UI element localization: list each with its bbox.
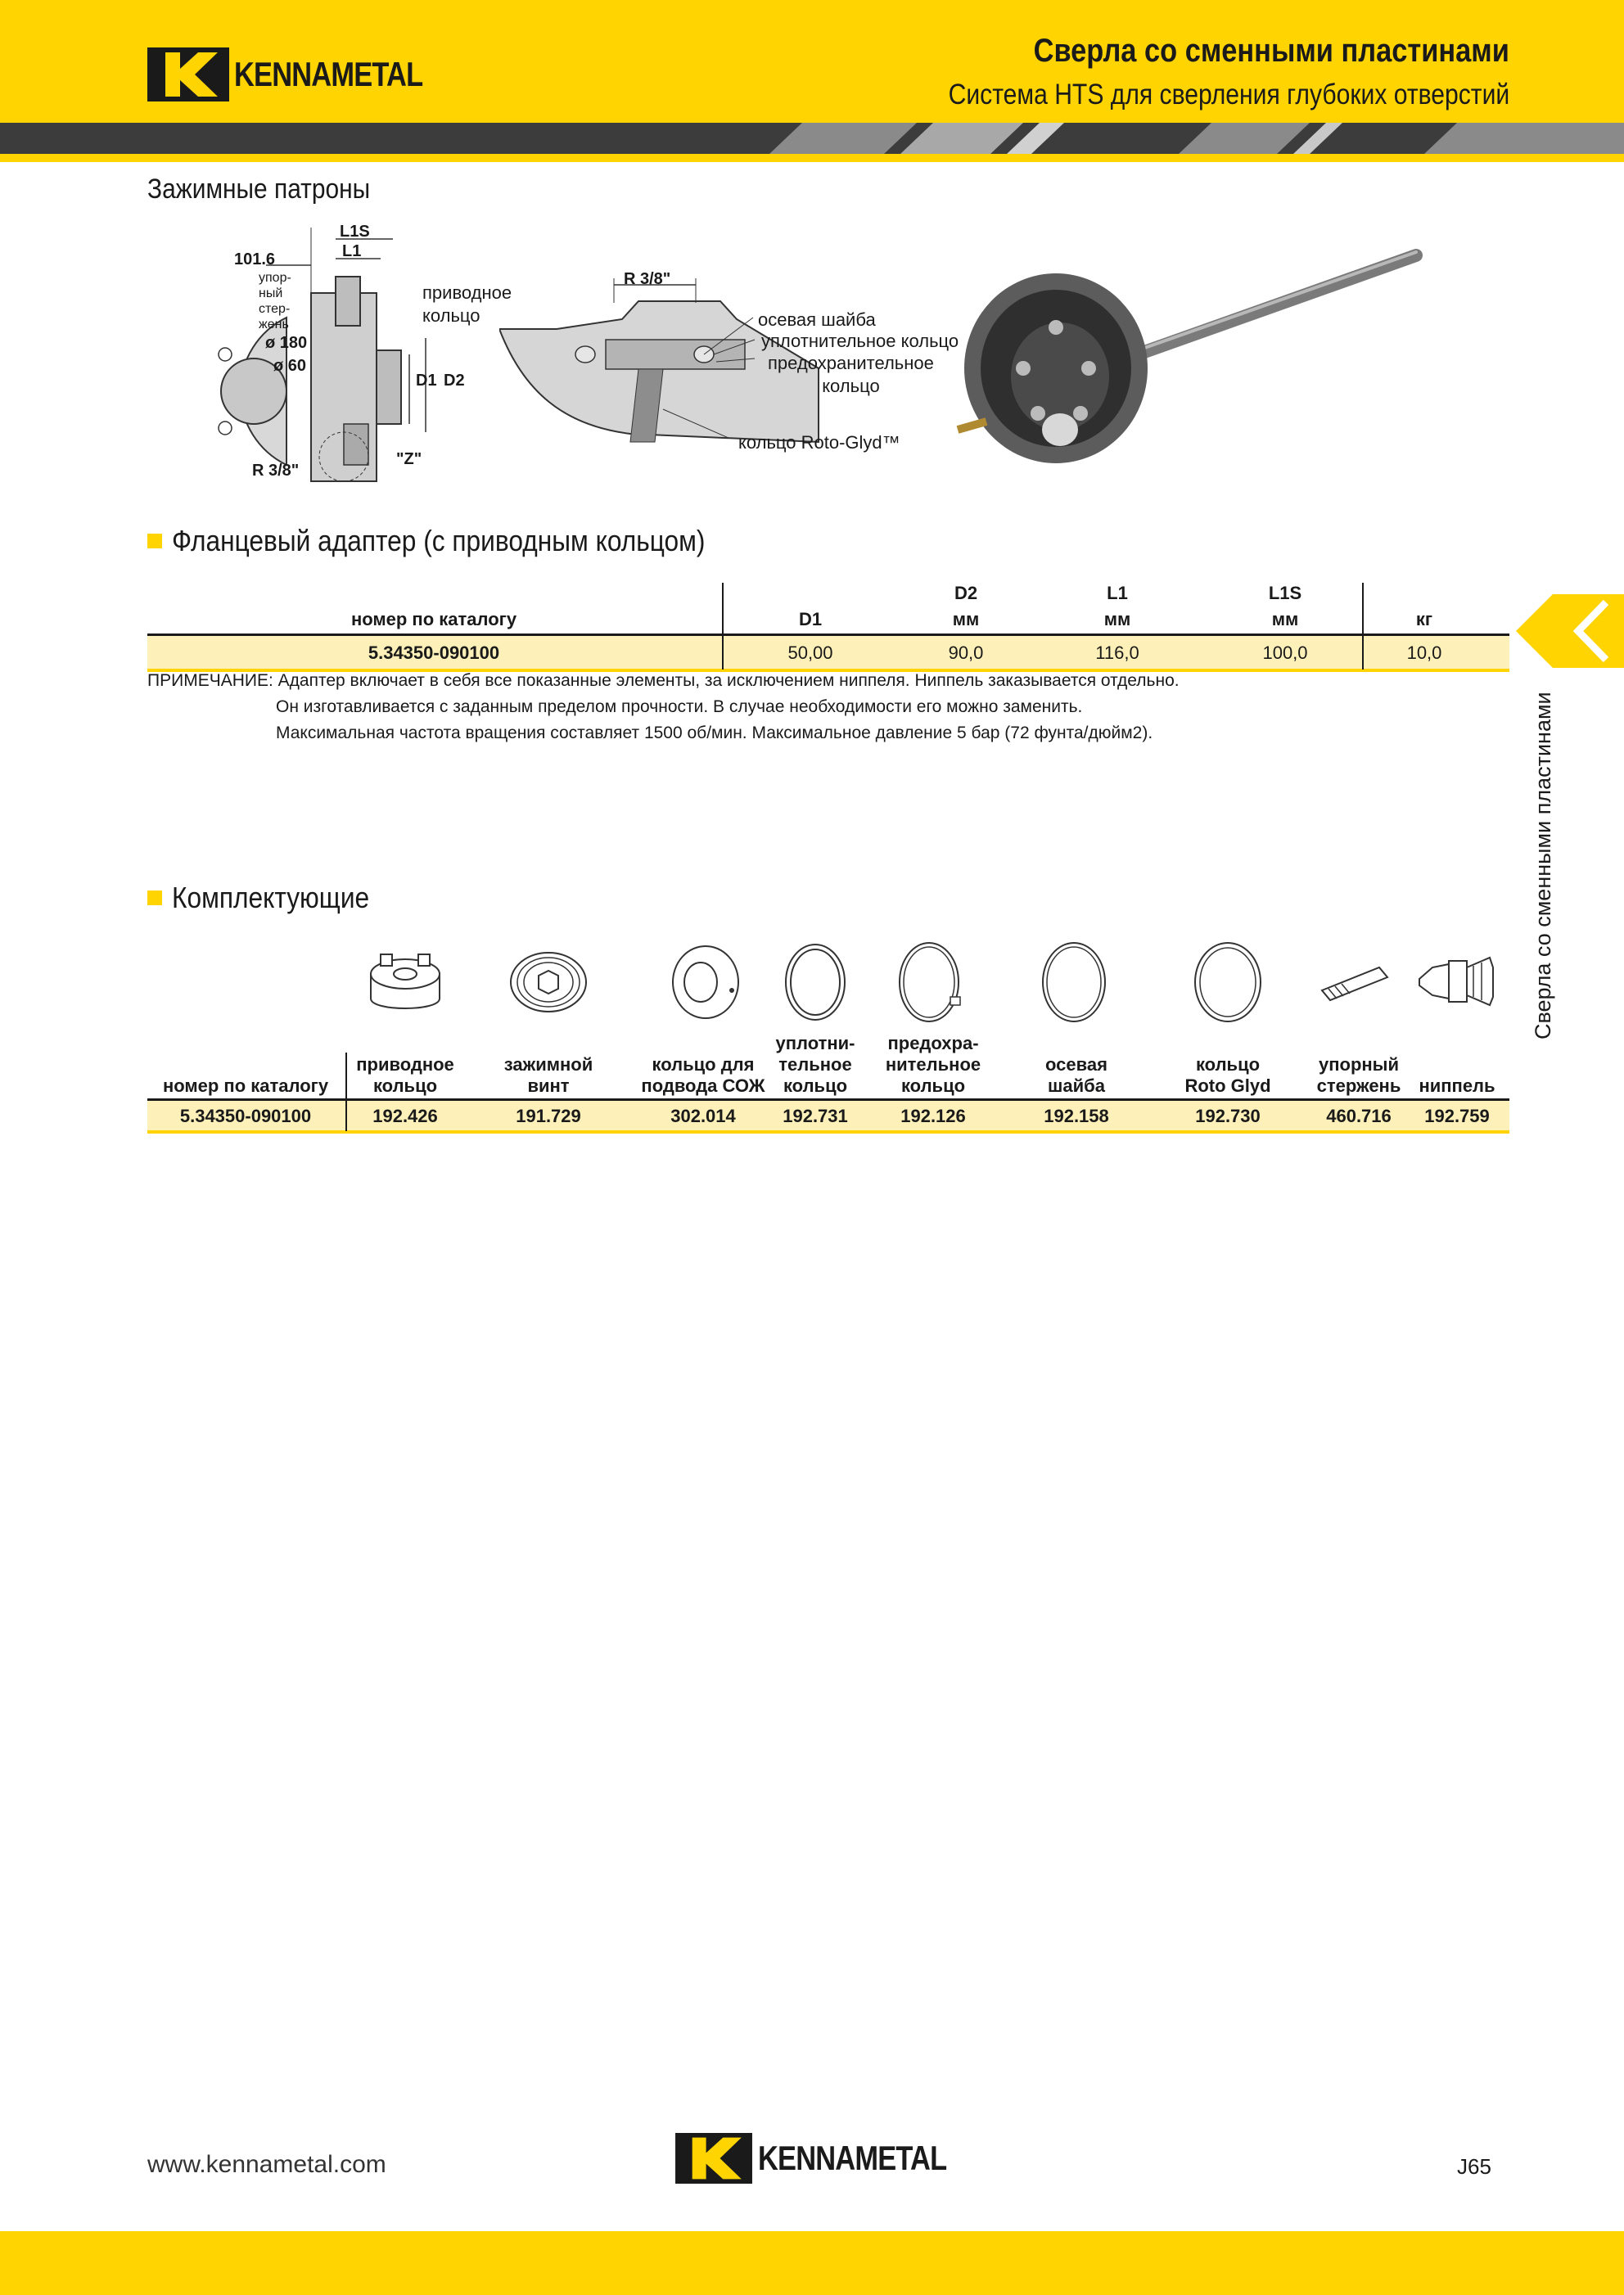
label-drive-ring-1: приводное xyxy=(422,282,512,303)
note-label: ПРИМЕЧАНИЕ: xyxy=(147,671,273,690)
cell-coolant-ring: 302.014 xyxy=(670,1106,736,1126)
col-header-catalog: номер по каталогу xyxy=(162,1075,329,1096)
side-tab-arrow-icon xyxy=(1516,594,1624,668)
cell-nipple: 192.759 xyxy=(1424,1106,1490,1126)
safety-ring-icon xyxy=(900,943,960,1021)
col-header-stop-rod-2: стержень xyxy=(1316,1075,1401,1096)
dim-l1: L1 xyxy=(342,242,362,260)
dim-dia-60: ø 60 xyxy=(273,357,307,375)
dim-r-3-8-detail: R 3/8" xyxy=(624,270,671,288)
cell-d2: 90,0 xyxy=(948,643,984,663)
drive-ring-icon xyxy=(371,954,440,1008)
table-row xyxy=(147,633,1509,672)
cell-l1s: 100,0 xyxy=(1262,643,1308,663)
parts-illustrations xyxy=(360,940,1514,1030)
page-number: J65 xyxy=(1457,2154,1491,2179)
axial-washer-icon xyxy=(1043,943,1105,1021)
label-safety-ring-1: предохранительное xyxy=(768,353,934,373)
cell-d1: 50,00 xyxy=(787,643,833,663)
section-heading-chucks: Зажимные патроны xyxy=(147,174,371,205)
cell-axial-washer: 192.158 xyxy=(1044,1106,1109,1126)
kennametal-k-icon xyxy=(674,2133,753,2184)
chuck-drawing-1 xyxy=(180,219,512,489)
table-row xyxy=(147,1098,1509,1134)
cell-clamp-screw: 191.729 xyxy=(516,1106,581,1126)
header-logo xyxy=(147,47,464,101)
dim-d2: D2 xyxy=(444,372,465,390)
label-roto-glyd: кольцо Roto-Glyd™ xyxy=(738,432,900,453)
cell-l1: 116,0 xyxy=(1095,643,1139,663)
col-header-d2: D2 xyxy=(954,583,978,603)
col-header-axial-washer-2: шайба xyxy=(1048,1075,1105,1096)
adapter-table xyxy=(147,579,1509,672)
col-header-drive-ring-2: кольцо xyxy=(372,1075,438,1096)
col-header-coolant-ring-1: кольцо для xyxy=(652,1054,755,1075)
cell-catalog: 5.34350-090100 xyxy=(179,1106,312,1126)
label-safety-ring-2: кольцо xyxy=(822,376,880,396)
col-header-kg: кг xyxy=(1415,609,1433,629)
note-line-1: Адаптер включает в себя все показанные элементы, за исключением ниппеля. Ниппель заказывается отдельно. xyxy=(277,671,1180,690)
col-header-roto-glyd-1: кольцо xyxy=(1195,1054,1261,1075)
label-stop-rod-4: жень xyxy=(259,318,289,331)
dim-d1: D1 xyxy=(416,372,437,390)
note-line-3: Максимальная частота вращения составляет 1500 об/мин. Максимальное давление 5 бар (72 фунта/дюйм2). xyxy=(276,724,1153,742)
header-stripe xyxy=(0,123,1624,154)
roto-glyd-ring-icon xyxy=(1195,943,1261,1021)
brand-name: KENNAMETAL xyxy=(234,55,423,93)
label-axial-washer: осевая шайба xyxy=(758,309,876,330)
cell-seal-ring: 192.731 xyxy=(783,1106,848,1126)
table-divider xyxy=(345,1053,347,1131)
col-header-nipple: ниппель xyxy=(1419,1075,1495,1096)
stripe-pattern xyxy=(0,123,1624,154)
col-header-d1: D1 xyxy=(798,609,823,629)
col-header-axial-washer-1: осевая xyxy=(1045,1054,1107,1075)
col-header-catalog: номер по каталогу xyxy=(350,609,517,629)
dim-r-3-8: R 3/8" xyxy=(252,462,300,480)
cell-kg: 10,0 xyxy=(1406,643,1442,663)
nipple-icon xyxy=(1419,958,1493,1005)
dim-z: "Z" xyxy=(396,450,422,468)
col-header-l1: L1 xyxy=(1107,583,1128,603)
label-seal-ring: уплотнительное кольцо xyxy=(761,331,959,351)
dim-101-6: 101.6 xyxy=(234,250,276,268)
chuck-drawing-2 xyxy=(499,270,974,467)
label-stop-rod-2: ный xyxy=(259,286,283,300)
col-header-l1-unit: мм xyxy=(1103,609,1131,629)
footer-logo xyxy=(674,2133,988,2184)
seal-ring-icon xyxy=(786,945,845,1020)
clamp-screw-icon xyxy=(511,953,586,1012)
label-drive-ring-2: кольцо xyxy=(422,305,480,326)
dim-dia-180: ø 180 xyxy=(265,334,308,352)
chuck-rendering xyxy=(950,237,1424,475)
col-header-l1s: L1S xyxy=(1268,583,1302,603)
section-heading-adapter xyxy=(147,524,778,558)
col-header-l1s-unit: мм xyxy=(1271,609,1299,629)
col-header-clamp-screw-2: винт xyxy=(527,1075,570,1096)
coolant-ring-icon xyxy=(673,946,738,1018)
section-marker-icon xyxy=(147,890,162,905)
cell-roto-glyd: 192.730 xyxy=(1195,1106,1261,1126)
section-heading-adapter-text: Фланцевый адаптер (с приводным кольцом) xyxy=(172,524,706,557)
table-divider xyxy=(722,583,724,670)
footer-brand-name: KENNAMETAL xyxy=(758,2139,947,2177)
cell-stop-rod: 460.716 xyxy=(1326,1106,1392,1126)
col-header-seal-ring-2: тельное xyxy=(778,1054,852,1075)
table-divider xyxy=(1362,583,1364,670)
label-stop-rod-1: упор- xyxy=(259,271,291,285)
col-header-drive-ring-1: приводное xyxy=(356,1054,454,1075)
adapter-table-header xyxy=(147,579,1509,633)
dim-l1s: L1S xyxy=(340,223,370,241)
section-heading-parts xyxy=(147,881,396,915)
col-header-stop-rod-1: упорный xyxy=(1318,1054,1399,1075)
footer-url[interactable]: www.kennametal.com xyxy=(147,2151,386,2178)
note-line-2: Он изготавливается с заданным пределом прочности. В случае необходимости его можно заменить. xyxy=(276,697,1083,716)
footer-band xyxy=(0,2231,1624,2295)
page-title: Сверла со сменными пластинами xyxy=(1033,33,1509,69)
cell-catalog: 5.34350-090100 xyxy=(368,643,500,663)
cell-safety-ring: 192.126 xyxy=(900,1106,966,1126)
label-stop-rod-3: стер- xyxy=(259,302,291,316)
col-header-coolant-ring-2: подвода СОЖ xyxy=(641,1075,765,1096)
stop-rod-icon xyxy=(1322,967,1387,1000)
parts-table-header xyxy=(147,1033,1509,1098)
section-heading-parts-text: Комплектующие xyxy=(172,881,370,914)
col-header-safety-ring-2: нительное xyxy=(885,1054,981,1075)
label-stop-rod xyxy=(259,270,291,332)
col-header-d2-unit: мм xyxy=(952,609,980,629)
adapter-note xyxy=(147,668,1180,746)
section-marker-icon xyxy=(147,534,162,548)
header-underline xyxy=(0,154,1624,162)
label-safety-ring xyxy=(768,352,934,398)
col-header-safety-ring-1: предохра- xyxy=(887,1033,979,1053)
col-header-seal-ring-3: кольцо xyxy=(783,1075,848,1096)
cell-drive-ring: 192.426 xyxy=(372,1106,438,1126)
label-drive-ring xyxy=(422,282,512,327)
col-header-clamp-screw-1: зажимной xyxy=(503,1054,593,1075)
chuck-photo xyxy=(950,237,1424,475)
col-header-roto-glyd-2: Roto Glyd xyxy=(1184,1075,1271,1096)
col-header-safety-ring-3: кольцо xyxy=(900,1075,966,1096)
col-header-seal-ring-1: уплотни- xyxy=(775,1033,855,1053)
kennametal-k-icon xyxy=(147,47,229,101)
page-subtitle: Система HTS для сверления глубоких отверстий xyxy=(948,79,1509,110)
side-tab-label: Сверла со сменными пластинами xyxy=(1531,692,1555,1039)
